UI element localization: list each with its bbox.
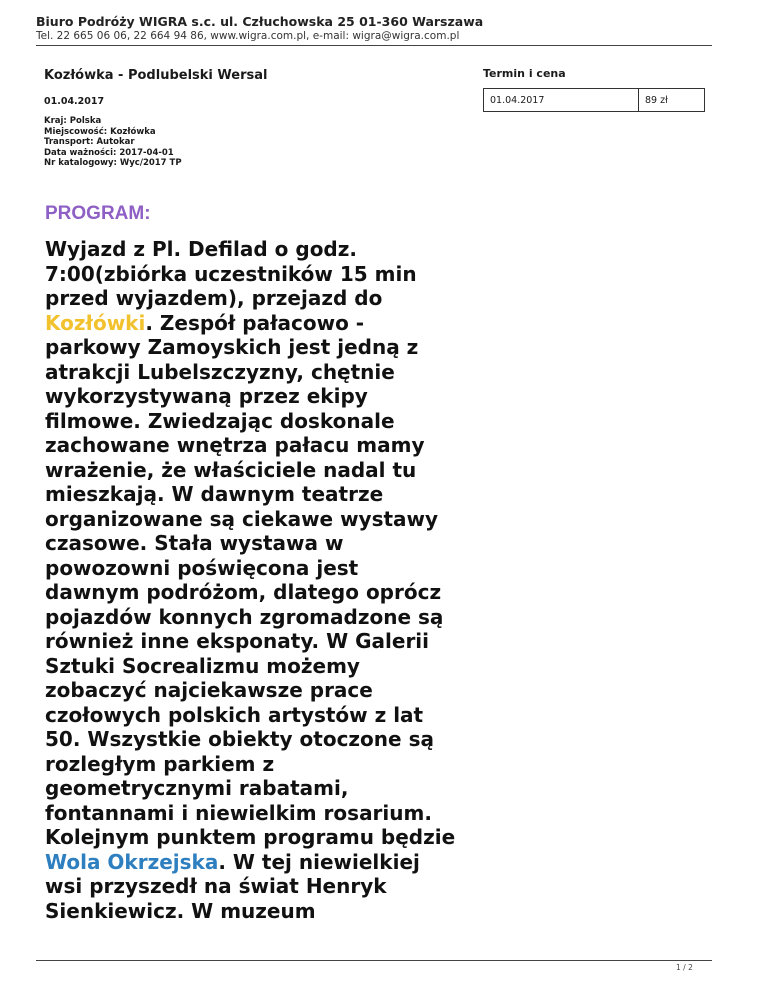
- program-line: [45, 531, 485, 556]
- term-and-price: [483, 67, 705, 106]
- program-text-segment: mieszkają. W dawnym teatrze: [45, 482, 384, 506]
- program-text-segment: Kolejnym punktem programu będzie: [45, 825, 456, 849]
- header-divider: [36, 45, 712, 46]
- program-line: [45, 360, 485, 385]
- program-text-segment: filmowe. Zwiedzając doskonale: [45, 408, 395, 433]
- tour-details: [44, 116, 484, 169]
- document-header: [36, 14, 712, 42]
- detail-validity: Data ważności: 2017-04-01: [44, 147, 174, 158]
- program-line: [45, 262, 485, 287]
- program-line: [45, 874, 485, 899]
- program-line: [45, 678, 485, 703]
- price-table-row: [483, 88, 705, 112]
- program-text-segment: . Zespół pałacowo -: [145, 310, 365, 335]
- place-link-wola-okrzejska[interactable]: Wola Okrzejska: [45, 849, 219, 874]
- program-text-segment: zobaczyć najciekawsze prace: [45, 678, 373, 702]
- program-text-segment: zachowane wnętrza pałacu mamy: [45, 433, 425, 457]
- program-line: [45, 654, 485, 679]
- company-name: Biuro Podróży WIGRA s.c. ul. Człuchowska 25 01-360 Warszawa: [36, 14, 484, 29]
- program-text-segment: Wyjazd z Pl. Defilad o godz.: [45, 237, 357, 261]
- program-text-segment: Sztuki Socrealizmu możemy: [45, 653, 360, 678]
- program-line: [45, 801, 485, 826]
- tour-title: Kozłówka - Podlubelski Wersal: [44, 68, 268, 83]
- program-line: [45, 507, 485, 532]
- program-text-segment: Sienkiewicz. W muzeum: [45, 898, 316, 923]
- program-line: [45, 703, 485, 728]
- program-text-segment: pojazdów konnych zgromadzone są: [45, 604, 444, 629]
- tour-date: 01.04.2017: [44, 96, 105, 107]
- price-table-date: 01.04.2017: [484, 89, 639, 111]
- program-text-segment: również inne eksponaty. W Galerii: [45, 629, 430, 653]
- company-contact: Tel. 22 665 06 06, 22 664 94 86, www.wigra.com.pl, e-mail: wigra@wigra.com.pl: [36, 30, 460, 42]
- program-text-segment: fontannami i niewielkim rosarium.: [45, 800, 432, 825]
- price-table-price: 89 zł: [645, 95, 668, 106]
- program-text-segment: powozowni poświęcona jest: [45, 555, 359, 580]
- program-text-segment: 7:00(zbiórka uczestników 15 min: [45, 261, 417, 286]
- program-heading: PROGRAM:: [45, 203, 151, 224]
- program-line: [45, 752, 485, 777]
- program-line: [45, 727, 485, 752]
- program-line: [45, 384, 485, 409]
- tour-info: [44, 68, 484, 169]
- page-number: 1 / 2: [676, 963, 693, 972]
- program-line: [45, 458, 485, 483]
- program-text-segment: wrażenie, że właściciele nadal tu: [45, 457, 417, 482]
- footer-divider: [36, 960, 712, 961]
- program-text-segment: parkowy Zamoyskich jest jedną z: [45, 335, 419, 359]
- program-line: [45, 286, 485, 311]
- program-text-segment: organizowane są ciekawe wystawy: [45, 506, 439, 531]
- program-line: [45, 605, 485, 630]
- program-line: [45, 409, 485, 434]
- detail-transport: Transport: Autokar: [44, 137, 135, 148]
- term-price-title: Termin i cena: [483, 67, 566, 80]
- program-text-segment: geometrycznymi rabatami,: [45, 776, 349, 800]
- program-text-segment: wsi przyszedł na świat Henryk: [45, 874, 387, 898]
- detail-catalog-number: Nr katalogowy: Wyc/2017 TP: [44, 158, 182, 169]
- program-line: [45, 335, 485, 360]
- program-text-segment: rozległym parkiem z: [45, 751, 275, 776]
- program-text-segment: czasowe. Stała wystawa w: [45, 531, 344, 555]
- program-line: [45, 580, 485, 605]
- place-link-kozlowka[interactable]: Kozłówki: [45, 310, 146, 335]
- program-line: [45, 311, 485, 336]
- detail-location: Miejscowość: Kozłówka: [44, 126, 156, 137]
- program-line: [45, 433, 485, 458]
- program-line: [45, 629, 485, 654]
- program-text-segment: 50. Wszystkie obiekty otoczone są: [45, 727, 434, 751]
- program-line: [45, 850, 485, 875]
- program-text-segment: wykorzystywaną przez ekipy: [45, 384, 368, 408]
- program-text-segment: dawnym podróżom, dlatego oprócz: [45, 580, 442, 604]
- program-description: [45, 237, 485, 923]
- detail-country: Kraj: Polska: [44, 116, 102, 126]
- program-line: [45, 556, 485, 581]
- program-text-segment: atrakcji Lubelszczyzny, chętnie: [45, 359, 395, 384]
- program-line: [45, 825, 485, 850]
- program-line: [45, 776, 485, 801]
- program-text-segment: przed wyjazdem), przejazd do: [45, 286, 383, 310]
- program-line: [45, 237, 485, 262]
- program-line: [45, 482, 485, 507]
- program-text-segment: czołowych polskich artystów z lat: [45, 702, 424, 727]
- program-text-segment: . W tej niewielkiej: [218, 849, 420, 874]
- program-line: [45, 899, 485, 924]
